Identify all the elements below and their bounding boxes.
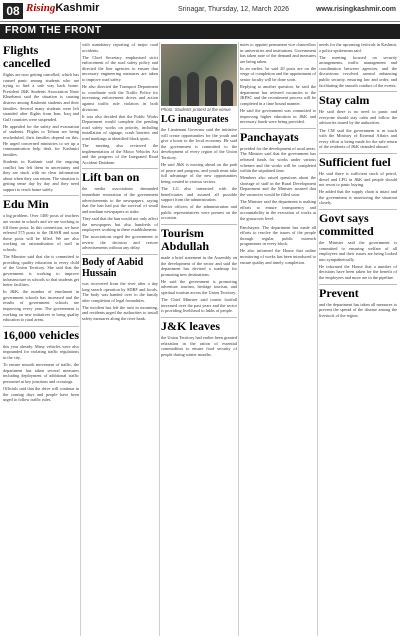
paragraph: provided for the development of rural areas. The Minister said that the government has released funds for works under various schemes and the works will be completed within the stipulated time.	[240, 145, 316, 174]
paragraph: and the department has taken all measures to prevent the spread of the disease among the livestock of the region.	[319, 301, 397, 318]
paragraph: He appealed for the safety and evacuation of students. Flights to Tehran are being rescheduled, their families depend on this. He urged concerned ministries to set up a communication help desk for Kashmiri families.	[3, 123, 79, 157]
story-body	[82, 186, 158, 251]
paragraph: needs for the upcoming festivals in Kashmir, a police spokesman said.	[319, 42, 397, 53]
section-title: FROM THE FRONT	[5, 25, 102, 36]
story-body	[82, 42, 158, 165]
paragraph: He said the government was committed to improving higher education in J&K and necessary funds were being provided.	[240, 108, 316, 125]
paragraph: The Minister said that she is committed to providing quality education to every child of the Union Territory. She said that the government is working to improve infrastructure in schools so that students get better facilities.	[3, 254, 79, 288]
paragraph: was recovered from the river after a day long search operation by SDRF and locals. The body was handed over to the family after completion of legal formalities.	[82, 281, 158, 303]
website-url: www.risingkashmir.com	[316, 6, 396, 13]
headline: Prevent	[319, 285, 359, 300]
story-body	[161, 335, 237, 357]
headline: Sufficient fuel	[319, 154, 391, 169]
paragraph: The Minister said the department is making efforts to ensure transparency and accountability in the execution of works at the grassroots level.	[240, 199, 316, 221]
paragraph: Members also raised questions about the shortage of staff in the Rural Development Department and the Minister assured that the vacancies would be filled soon.	[240, 175, 316, 198]
paragraph: Panchayats. The department has made all efforts to resolve the issues of the people through regular public outreach programmes in every block.	[240, 224, 316, 247]
paragraph: The CM said the government is in touch with the Ministry of External Affairs and every effort is being made for the safe return of the residents of J&K stranded abroad.	[319, 127, 397, 150]
headline: Body of Aabid Hussain	[82, 257, 144, 279]
story-body	[240, 146, 316, 222]
headline: Lift ban on	[82, 170, 140, 185]
paragraph: He said there is sufficient stock of petrol, diesel and LPG in J&K and people should not resort to panic buying.	[319, 170, 397, 188]
divider	[3, 326, 79, 327]
story-road-safety	[82, 42, 158, 165]
divider	[161, 317, 237, 318]
paragraph: He said the government is promoting adventure tourism, heritage tourism, and spiritual tourism across the Union Territory.	[161, 278, 237, 296]
paragraph: They said that the ban would not only affect the newspapers but also hundreds of employees working in these establishments.	[82, 215, 158, 233]
page-number: 08	[3, 3, 23, 19]
paragraph: He also directed the Transport Department to coordinate with the Traffic Police for increasing enforcement drives and action against traffic rule violators in both divisions.	[82, 84, 158, 112]
divider	[240, 128, 316, 129]
paragraph: this year already. Many vehicles were also impounded for violating traffic regulations in the city.	[3, 343, 79, 360]
paragraph: with mandatory reporting of major road accidents.	[82, 42, 158, 53]
paragraph: Students in Kashmir said the ongoing conflict has left them in uncertainty and they are stuck with no clear information about when they can return. The situation is getting tense day by day and they need support to reach home safely.	[3, 158, 79, 192]
story-body	[3, 213, 79, 322]
story-body	[240, 42, 316, 125]
paragraph: the Lieutenant Governor said the initiative will create opportunities for the youth and give a boost to the local economy. He said the government is committed to the development of every region of the Union Territory.	[161, 127, 237, 160]
headline: Stay calm	[319, 93, 370, 108]
story-body-recovered	[82, 257, 158, 322]
headline: Tourism Abdullah	[161, 226, 210, 253]
paragraph: He added that the supply chain is intact and the government is monitoring the situation closely.	[319, 189, 397, 206]
column-divider	[238, 42, 239, 636]
divider	[319, 284, 397, 285]
story-sufficient-fuel	[319, 156, 397, 206]
column-divider	[317, 42, 318, 636]
masthead	[0, 0, 400, 22]
headline: LG inaugurates	[161, 114, 229, 125]
paragraph: He informed the House that a number of decisions have been taken for the benefit of the employees and more are in the pipeline.	[319, 263, 397, 281]
divider	[161, 224, 237, 225]
column-4	[240, 42, 316, 638]
brand-logo	[26, 2, 99, 14]
paragraph: To ensure smooth movement of traffic, the department has taken several measures including deployment of additional traffic personnel at key junctions and crossings.	[3, 362, 79, 384]
paragraph: Officials said that the drive will continue in the coming days and people have been urged to follow traffic rules.	[3, 385, 79, 403]
paragraph: He also informed the House that online monitoring of works has been introduced to ensure quality and timely completion.	[240, 248, 316, 265]
divider	[319, 91, 397, 92]
story-edu-min	[3, 198, 79, 322]
brand-part2: Kashmir	[55, 2, 100, 14]
paragraph: the Minister said the government is committed to ensuring welfare of all employees and their issues are being looked into sympathetically.	[319, 239, 397, 262]
person-figure	[169, 76, 181, 106]
divider	[82, 254, 158, 255]
story-festival-security	[319, 42, 397, 88]
paragraph: In J&K, the number of enrolment in government schools has increased and the results of government schools are improving every year. The government is working on new initiatives to bring quality education to rural areas.	[3, 289, 79, 323]
paragraph: In an earlier, he said 20 posts are on the verge of completion and the appointment of senior faculty will be done soon.	[240, 65, 316, 83]
paragraph: The incident has left the area in mourning, and residents urged the authorities to install safety measures along the river bank.	[82, 304, 158, 322]
story-lg-inaugurates	[161, 114, 237, 221]
story-body	[161, 127, 237, 221]
paragraph: The associations urged the government to review the decision and restore advertisements without any delay.	[82, 234, 158, 251]
paragraph: the media associations demanded immediate restoration of the government advertisements to the newspapers, saying that the ban had put the survival of small and medium newspapers at stake.	[82, 186, 158, 214]
story-body	[82, 281, 158, 322]
divider	[3, 195, 79, 196]
story-body	[319, 42, 397, 88]
story-body	[240, 225, 316, 266]
story-jk-leaves	[161, 320, 237, 357]
person-figure	[205, 76, 217, 106]
photo-caption: Photo: Students protest at the venue	[161, 107, 231, 112]
story-16000-vehicles	[3, 329, 79, 403]
paragraph: It was also decided that the Public Works Department would complete the pending road safety works on priority, including installation of signage, crash barriers and road markings at identified black spots.	[82, 113, 158, 141]
story-panchayats-cont	[240, 225, 316, 266]
headline: J&K leaves	[161, 318, 220, 333]
story-body	[161, 255, 237, 314]
divider	[82, 168, 158, 169]
story-body	[319, 171, 397, 206]
paragraph: The meeting also reviewed the implementation of the Motor Vehicles Act and the progress of the Integrated Road Accident Database.	[82, 143, 158, 165]
paragraph: Replying to another question, he said the department has referred vacancies to the JKPSC and the recruitment process will be completed in a time bound manner.	[240, 84, 316, 106]
paragraph: notes to appoint permanent vice chancellors in universities and institutions. Government has taken note of the demand and measures are being taken.	[240, 42, 316, 64]
brand-part1: Rising	[26, 2, 56, 14]
column-2	[82, 42, 158, 638]
column-3	[161, 42, 237, 638]
story-vice-chancellors	[240, 42, 316, 125]
person-figure	[221, 80, 233, 106]
paragraph: Senior officers of the administration and public representatives were present on the occasion.	[161, 204, 237, 221]
paragraph: made a brief statement in the Assembly on the development of the sector and said the department has devised a roadmap for promoting new destinations.	[161, 255, 237, 277]
headline: Flights cancelled	[3, 43, 51, 70]
story-govt-committed	[319, 212, 397, 281]
headline: Panchayats	[240, 129, 299, 144]
column-divider	[80, 42, 81, 636]
story-body	[3, 72, 79, 192]
story-flights-cancelled	[3, 44, 79, 192]
section-banner	[0, 24, 400, 39]
story-body	[319, 109, 397, 150]
paragraph: the Union Territory had earlier been granted relaxation in the ration of essential commodities to ensure food security of people during winter months.	[161, 334, 237, 357]
headline: Govt says committed	[319, 210, 374, 238]
paragraph: He said J&K is moving ahead on the path of peace and progress, and youth must take full advantage of the new opportunities being created in various sectors.	[161, 162, 237, 184]
headline: Edu Min	[3, 197, 49, 212]
paragraph: The Chief Minister said tourist footfall increased over the past years and the sector is providing livelihood to lakhs of people.	[161, 297, 237, 314]
story-body	[319, 240, 397, 281]
news-photo	[161, 44, 237, 106]
column-1	[3, 42, 79, 638]
paragraph: flights are now getting cancelled, which has caused panic among students who are trying to find a safe way back home. President J&K Students Association Nasir Khuehami said the situation is causing distress among Kashmiri students and their families. Several many students were left stranded after flights from Iran, Iraq and Gulf countries were suspended.	[3, 72, 79, 122]
paragraph: a big problem. Over 1400 posts of teachers are vacant in schools and we are working to fill these posts. In this connection, we have referred 575 posts to the JKSSB and soon these posts will be filled. We are also working on rationalisation of staff in schools.	[3, 213, 79, 253]
paragraph: The meeting focused on security arrangements, traffic management and coordination between agencies, and the discussions revolved around enhancing public security, ensuring law and order, and facilitating the smooth conduct of the events.	[319, 54, 397, 88]
paragraph: He said there is no need to panic and everyone should stay calm and follow the advisories issued by the authorities.	[319, 109, 397, 126]
story-body	[3, 344, 79, 403]
divider	[319, 153, 397, 154]
column-5	[319, 42, 397, 638]
story-stay-calm	[319, 94, 397, 150]
person-figure	[187, 72, 199, 106]
story-lift-ban	[82, 171, 158, 251]
paragraph: The Chief Secretary emphasised strict enforcement of the road safety policy and directed the line agencies to ensure that necessary engineering measures are taken to improve road safety.	[82, 54, 158, 83]
story-panchayats	[240, 131, 316, 222]
headline: 16,000 vehicles	[3, 327, 79, 342]
paragraph: The LG also interacted with the beneficiaries and assured all possible support from the administration.	[161, 185, 237, 203]
story-tourism	[161, 227, 237, 314]
dateline: Srinagar, Thursday, 12, March 2026	[178, 6, 290, 13]
story-body	[319, 302, 397, 319]
column-divider	[159, 42, 160, 636]
divider	[319, 209, 397, 210]
story-prevent	[319, 287, 397, 319]
